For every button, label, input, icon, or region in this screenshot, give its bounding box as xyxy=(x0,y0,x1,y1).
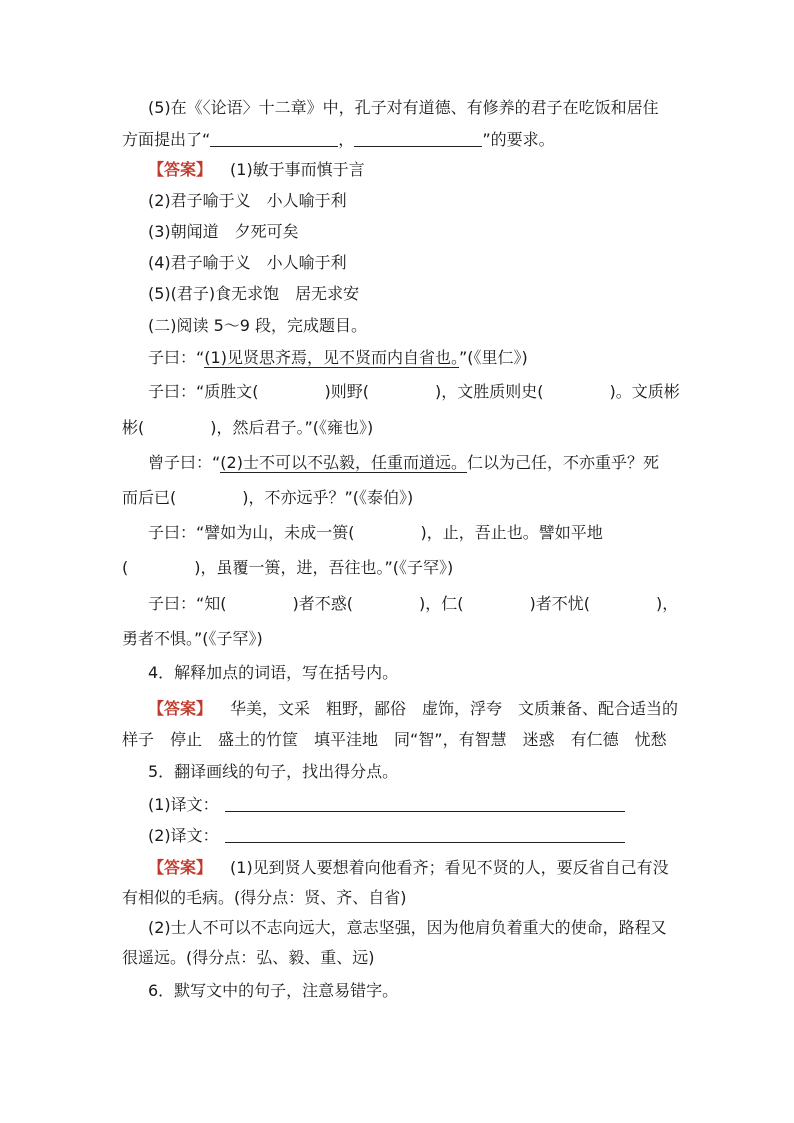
passage-5-s2: )者不惑( xyxy=(292,594,354,613)
underlined-sentence-2: (2)士不可以不弘毅，任重而道远。 xyxy=(220,453,467,472)
translation-1-row xyxy=(148,793,682,817)
fill-blank-2 xyxy=(354,130,482,147)
passage-3-s2: 仁以为己任，不亦重乎？死 xyxy=(466,453,659,472)
comma: ， xyxy=(338,130,355,149)
question-5-line-2 xyxy=(122,128,682,152)
answer-block-a-line-1 xyxy=(148,158,682,182)
passage-2-s3: )，文胜质则史( xyxy=(435,382,544,401)
passage-4-line-1 xyxy=(148,521,682,545)
answer-block-c-line-1 xyxy=(148,856,682,880)
translation-1-label: (1)译文： xyxy=(148,795,219,814)
passage-2-line-1 xyxy=(148,380,682,404)
passage-3-line-2 xyxy=(122,486,682,510)
answer-c-line-3: (2)士人不可以不志向远大，意志坚强，因为他肩负着重大的使命，路程又 xyxy=(148,918,667,937)
passage-5-s3: )，仁( xyxy=(419,594,464,613)
answer-label: 【答案】 xyxy=(148,858,213,877)
passage-2-s5: 彬( xyxy=(122,418,145,437)
passage-2-s6: )，然后君子。”(《雍也》) xyxy=(210,418,374,437)
answer-label: 【答案】 xyxy=(148,699,213,718)
passage-4-line-2 xyxy=(122,556,682,580)
answer-block-b-line-1 xyxy=(148,697,682,721)
passage-5-line-2: 勇者不惧。”(《子罕》) xyxy=(122,629,263,648)
question-5-text-start: 方面提出了“ xyxy=(122,130,211,149)
passage-1-end: ”(《里仁》) xyxy=(458,348,528,367)
passage-2-s1: 子曰：“质胜文( xyxy=(148,382,259,401)
fill-blank-1 xyxy=(210,130,338,147)
section-2-title: (二)阅读 5～9 段，完成题目。 xyxy=(148,316,368,335)
question-6: 6．默写文中的句子，注意易错字。 xyxy=(148,981,399,1000)
passage-2-line-2 xyxy=(122,416,682,440)
question-5-text: (5)在《〈论语〉十二章》中，孔子对有道德、有修养的君子在吃饭和居住 xyxy=(148,98,659,117)
translation-1-line xyxy=(225,795,625,812)
translation-2-line xyxy=(225,826,625,843)
answer-b-line-2: 样子 停止 盛土的竹筐 填平洼地 同“智”，有智慧 迷惑 有仁德 忧愁 xyxy=(122,730,667,749)
passage-4-s2: )，止，吾止也。譬如平地 xyxy=(420,523,603,542)
passage-2-s2: )则野( xyxy=(324,382,370,401)
underlined-sentence-1: (1)见贤思齐焉，见不贤而内自省也。 xyxy=(204,348,459,367)
question-5b: 5．翻译画线的句子，找出得分点。 xyxy=(148,762,399,781)
answer-c-line-4: 很遥远。(得分点：弘、毅、重、远) xyxy=(122,948,375,967)
passage-3-line-1 xyxy=(148,451,682,475)
answer-a1: (1)敏于事而慎于言 xyxy=(230,160,365,179)
passage-1 xyxy=(148,346,682,370)
translation-2-row xyxy=(148,824,682,848)
answer-label: 【答案】 xyxy=(148,160,213,179)
passage-4-s3: ( xyxy=(122,558,129,577)
answer-a4: (4)君子喻于义 小人喻于利 xyxy=(148,253,347,272)
passage-2-s4: )。文质彬 xyxy=(609,382,680,401)
passage-1-start: 子曰：“ xyxy=(148,348,205,367)
answer-c-line-1: (1)见到贤人要想着向他看齐；看见不贤的人，要反省自己有没 xyxy=(230,858,669,877)
passage-3-s3: 而后已( xyxy=(122,488,177,507)
answer-c-line-2: 有相似的毛病。(得分点：贤、齐、自省) xyxy=(122,888,407,907)
passage-4-s1: 子曰：“譬如为山，未成一篑( xyxy=(148,523,355,542)
passage-3-s1: 曾子曰：“ xyxy=(148,453,221,472)
question-5-line-1 xyxy=(148,96,682,120)
answer-a5: (5)(君子)食无求饱 居无求安 xyxy=(148,284,360,303)
passage-4-s4: )，虽覆一篑，进，吾往也。”(《子罕》) xyxy=(194,558,454,577)
passage-5-line-1 xyxy=(148,592,682,616)
passage-5-s5: )， xyxy=(656,594,679,613)
passage-5-s4: )者不忧( xyxy=(529,594,591,613)
passage-5-s1: 子曰：“知( xyxy=(148,594,227,613)
translation-2-label: (2)译文： xyxy=(148,826,219,845)
answer-b-line-1: 华美，文采 粗野，鄙俗 虚饰，浮夸 文质兼备、配合适当的 xyxy=(230,699,679,718)
question-4: 4．解释加点的词语，写在括号内。 xyxy=(148,663,399,682)
answer-a2: (2)君子喻于义 小人喻于利 xyxy=(148,191,347,210)
passage-3-s4: )，不亦远乎？”(《泰伯》) xyxy=(242,488,414,507)
answer-a3: (3)朝闻道 夕死可矣 xyxy=(148,222,299,241)
question-5-text-end: ”的要求。 xyxy=(482,130,555,149)
